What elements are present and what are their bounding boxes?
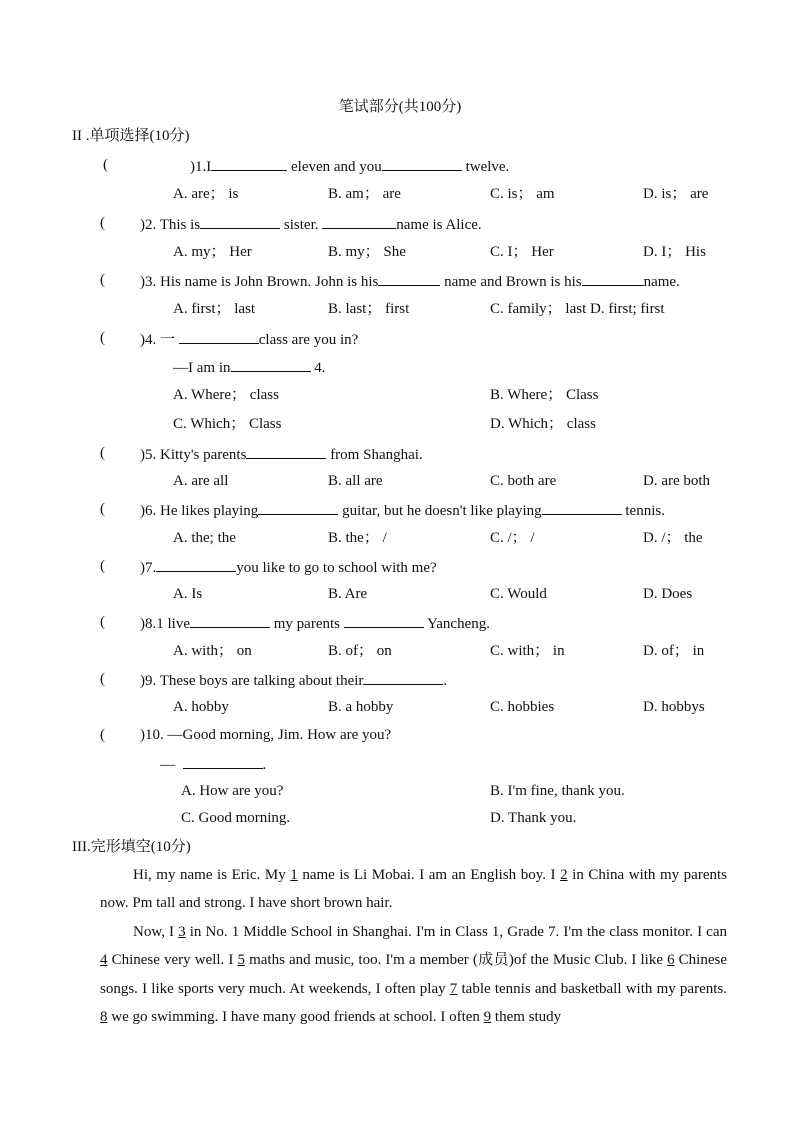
question-number: )6. He likes playing (140, 503, 259, 519)
question-text: class are you in? (258, 332, 359, 348)
option-a: A. Is (173, 586, 203, 602)
question-stem (190, 155, 509, 177)
option-d: D. Which； class (490, 416, 596, 432)
question-stem (140, 669, 447, 691)
answer-paren-open: ( (100, 727, 105, 743)
question-text: name. (643, 274, 680, 290)
question-number: )3. His name is John Brown. John is his (140, 274, 379, 290)
answer-blank (231, 356, 311, 372)
section-heading-cloze: III.完形填空(10分) (72, 839, 191, 855)
answer-paren-open: ( (100, 272, 105, 288)
question-number: )7. (140, 560, 157, 576)
question-stem (140, 328, 358, 350)
option-a: A. Where； class (173, 387, 279, 403)
option-a: A. with； on (173, 643, 252, 659)
answer-blank (156, 556, 236, 572)
question-text: name and Brown is his (444, 274, 582, 290)
answer-blank (200, 213, 280, 229)
question-number: )2. This is (140, 217, 201, 233)
answer-blank (378, 270, 440, 286)
question-text: from Shanghai. (330, 447, 423, 463)
option-d: D. I； His (643, 244, 706, 260)
answer-paren-open: ( (100, 330, 105, 346)
option-d: D. is； are (643, 186, 709, 202)
question-stem (140, 556, 437, 578)
answer-paren-open: ( (100, 445, 105, 461)
answer-blank (258, 499, 338, 515)
option-c: C. I； Her (490, 244, 554, 260)
cloze-text: table tennis and basketball with my parents. (457, 980, 727, 997)
option-c: C. /； / (490, 530, 535, 546)
question-text: . (443, 673, 448, 689)
option-a: A. are all (173, 473, 229, 489)
cloze-text: Now, I (133, 924, 179, 940)
cloze-paragraph-1 (100, 861, 727, 918)
question-text: you like to go to school with me? (236, 560, 437, 576)
option-d: D. Does (643, 586, 693, 602)
question-stem-line-2 (173, 356, 326, 378)
option-b: B. am； are (328, 186, 401, 202)
option-c: C. Good morning. (181, 810, 291, 826)
option-c: C. Would (490, 586, 547, 602)
option-a: A. the; the (173, 530, 236, 546)
cloze-blank-number: 1 (290, 867, 298, 883)
cloze-blank-number: 2 (560, 867, 568, 883)
answer-blank (179, 328, 259, 344)
option-a: A. are； is (173, 186, 239, 202)
cloze-paragraph-2 (100, 918, 727, 1031)
option-b: B. the； / (328, 530, 387, 546)
option-c: C. with； in (490, 643, 565, 659)
option-a: A. hobby (173, 699, 229, 715)
answer-blank (382, 155, 462, 171)
cloze-blank-number: 5 (237, 952, 245, 969)
answer-blank (542, 499, 622, 515)
option-b: B. my； She (328, 244, 406, 260)
option-d: D. hobbys (643, 699, 705, 715)
question-stem-line-2 (160, 753, 266, 775)
question-text: twelve. (465, 159, 510, 175)
question-number: )5. Kitty's parents (140, 447, 247, 463)
answer-paren-open: ( (100, 614, 105, 630)
answer-blank (211, 155, 287, 171)
option-b: B. Are (328, 586, 368, 602)
option-d: D. are both (643, 473, 711, 489)
cloze-text: maths and music, too. I'm a member (成员)of the Music Club. I like (244, 952, 668, 969)
answer-blank (322, 213, 396, 229)
option-d: D. /； the (643, 530, 703, 546)
option-b: B. a hobby (328, 699, 394, 715)
cloze-blank-number: 3 (178, 924, 186, 940)
cloze-blank-number: 4 (100, 952, 108, 969)
question-stem (140, 612, 490, 634)
option-a: A. my； Her (173, 244, 252, 260)
question-stem (140, 443, 423, 465)
cloze-text: them study (491, 1008, 562, 1025)
option-d: D. Thank you. (490, 810, 577, 826)
option-a: A. first； last (173, 301, 256, 317)
cloze-text: in No. 1 Middle School in Shanghai. I'm in Class 1, Grade 7. I'm the class monitor. I can (185, 924, 727, 940)
section-heading-single-choice: II .单项选择(10分) (72, 128, 190, 144)
question-text: sister. (283, 217, 319, 233)
cloze-text: in China with my parents now. Pm tall and strong. I have short brown hair. (100, 867, 727, 912)
question-text: Yancheng. (426, 616, 490, 632)
option-c: C. hobbies (490, 699, 555, 715)
answer-paren-open: ( (100, 671, 105, 687)
answer-paren-open: ( (103, 157, 108, 173)
option-b: B. I'm fine, thank you. (490, 783, 625, 799)
question-text: eleven and you (291, 159, 382, 175)
cloze-text: we go swimming. I have many good friends at school. I often (107, 1008, 484, 1025)
question-text: guitar, but he doesn't like playing (342, 503, 542, 519)
option-c: C. both are (490, 473, 557, 489)
question-text: 4. (314, 360, 326, 376)
answer-blank (190, 612, 270, 628)
cloze-blank-number: 9 (483, 1008, 492, 1025)
question-text: tennis. (625, 503, 665, 519)
question-number: )9. These boys are talking about their (140, 673, 364, 689)
cloze-blank-number: 6 (667, 952, 675, 969)
option-d: D. of； in (643, 643, 705, 659)
question-number: )10. —Good morning, Jim. How are you? (140, 727, 392, 743)
question-text: —I am in (173, 360, 231, 376)
question-text: — (160, 757, 175, 773)
cloze-blank-number: 8 (100, 1008, 108, 1025)
question-number: )4. 一 (140, 332, 175, 348)
question-number: )1.I (190, 159, 212, 175)
answer-blank (344, 612, 424, 628)
option-c: C. family； last D. first; first (490, 301, 665, 317)
question-stem (140, 725, 391, 745)
answer-paren-open: ( (100, 558, 105, 574)
question-stem (140, 499, 665, 521)
question-text: . (262, 757, 267, 773)
answer-blank (183, 753, 263, 769)
answer-paren-open: ( (100, 215, 105, 231)
question-text: name is Alice. (396, 217, 482, 233)
cloze-text: Chinese songs. I like sports very much. At weekends, I often play (100, 952, 727, 997)
cloze-text: Hi, my name is Eric. My (133, 867, 291, 883)
page-title: 笔试部分(共100分) (338, 99, 462, 115)
cloze-text: Chinese very well. I (107, 952, 238, 969)
cloze-blank-number: 7 (449, 980, 458, 997)
question-number: )8.1 live (140, 616, 190, 632)
option-a: A. How are you? (181, 783, 284, 799)
option-c: C. Which； Class (173, 416, 282, 432)
option-b: B. last； first (328, 301, 410, 317)
question-stem (140, 270, 680, 292)
answer-blank (582, 270, 644, 286)
answer-paren-open: ( (100, 501, 105, 517)
option-b: B. all are (328, 473, 383, 489)
option-c: C. is； am (490, 186, 555, 202)
option-b: B. of； on (328, 643, 392, 659)
question-stem (140, 213, 482, 235)
option-b: B. Where； Class (490, 387, 599, 403)
answer-blank (246, 443, 326, 459)
cloze-text: name is Li Mobai. I am an English boy. I (297, 867, 561, 883)
question-text: my parents (273, 616, 340, 632)
answer-blank (363, 669, 443, 685)
